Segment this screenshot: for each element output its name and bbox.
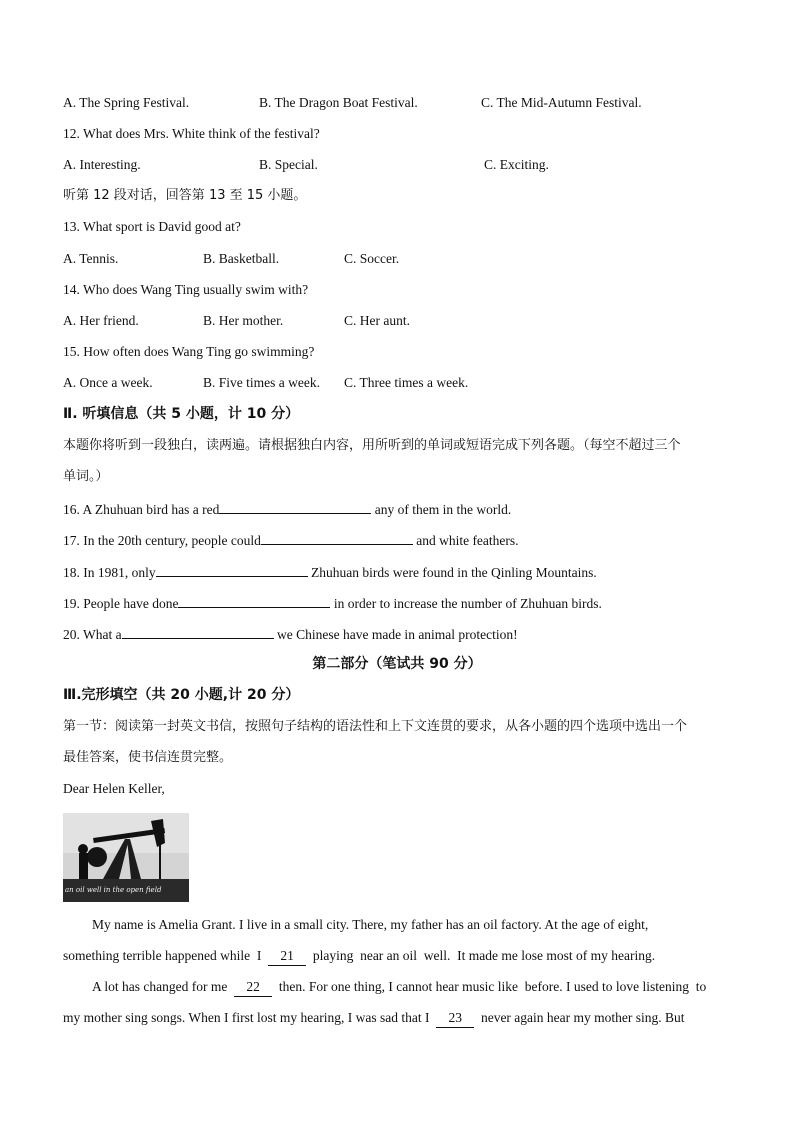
letter-text: my mother sing songs. When I first lost my hearing, I was sad that I (63, 1010, 437, 1025)
letter-text: playing near an oil well. It made me lose most of my hearing. (306, 948, 656, 963)
q11-option-c: C. The Mid-Autumn Festival. (481, 95, 642, 110)
q14-option-a: A. Her friend. (63, 313, 139, 328)
letter-text: then. For one thing, I cannot hear music like before. I used to love listening to (272, 979, 707, 994)
q13-option-c: C. Soccer. (344, 251, 400, 266)
q12-option-b: B. Special. (259, 157, 318, 172)
letter-paragraph-1-line1: My name is Amelia Grant. I live in a small city. There, my father has an oil factory. At the age of eight, (92, 917, 649, 932)
cloze-blank-21[interactable]: 21 (268, 947, 306, 966)
q15-option-b: B. Five times a week. (203, 375, 320, 390)
letter-text: never again hear my mother sing. But (474, 1010, 685, 1025)
answer-blank-20[interactable] (122, 624, 274, 639)
q15-stem: 15. How often does Wang Ting go swimming? (63, 344, 315, 359)
section-2-instruction-line1: 本题你将听到一段独白，读两遍。请根据独白内容，用所听到的单词或短语完成下列各题。（每空不超过三个 (63, 438, 681, 453)
q12-stem: 12. What does Mrs. White think of the festival? (63, 126, 320, 141)
letter-text: something terrible happened while I (63, 948, 269, 963)
section-2-heading: Ⅱ. 听填信息（共 5 小题，计 10 分） (63, 406, 300, 422)
fill-item-text: any of them in the world. (371, 502, 512, 517)
part-2-title: 第二部分（笔试共 90 分） (312, 656, 482, 672)
fill-item-text: 17. In the 20th century, people could (63, 533, 261, 548)
fill-item-text: Zhuhuan birds were found in the Qinling Mountains. (307, 565, 597, 580)
fill-item-text: 20. What a (63, 627, 122, 642)
fill-item-19 (63, 593, 602, 613)
fill-item-text: 16. A Zhuhuan bird has a red (63, 502, 220, 517)
q11-option-b: B. The Dragon Boat Festival. (259, 95, 418, 110)
fill-item-text: 19. People have done (63, 596, 179, 611)
letter-paragraph-1-line2 (63, 947, 655, 966)
q12-option-a: A. Interesting. (63, 157, 141, 172)
dialogue-12-instruction: 听第 12 段对话，回答第 13 至 15 小题。 (63, 188, 307, 203)
letter-paragraph-2-line1 (92, 978, 706, 997)
q15-option-c: C. Three times a week. (344, 375, 469, 390)
q13-option-b: B. Basketball. (203, 251, 280, 266)
section-2-instruction-line2: 单词。） (63, 469, 109, 484)
q15-option-a: A. Once a week. (63, 375, 153, 390)
q14-stem: 14. Who does Wang Ting usually swim with? (63, 282, 309, 297)
fill-item-17 (63, 530, 519, 550)
answer-blank-19[interactable] (178, 593, 330, 608)
fill-item-text: we Chinese have made in animal protection! (273, 627, 518, 642)
answer-blank-17[interactable] (261, 530, 413, 545)
section-3-instruction-line2: 最佳答案，使书信连贯完整。 (63, 750, 233, 765)
q11-option-a: A. The Spring Festival. (63, 95, 190, 110)
q14-option-b: B. Her mother. (203, 313, 284, 328)
section-3-instruction-line1: 第一节：阅读第一封英文书信，按照句子结构的语法性和上下文连贯的要求，从各小题的四个选项中选出一个 (63, 719, 688, 734)
q14-option-c: C. Her aunt. (344, 313, 410, 328)
letter-salutation: Dear Helen Keller, (63, 781, 165, 796)
answer-blank-16[interactable] (219, 499, 371, 514)
q13-option-a: A. Tennis. (63, 251, 119, 266)
fill-item-20 (63, 624, 518, 644)
q12-option-c: C. Exciting. (484, 157, 549, 172)
answer-blank-18[interactable] (156, 562, 308, 577)
cloze-blank-22[interactable]: 22 (234, 978, 272, 997)
fill-item-18 (63, 562, 597, 582)
q13-stem: 13. What sport is David good at? (63, 219, 241, 234)
photo-caption: an oil well in the open field (65, 886, 162, 894)
oil-well-photo (63, 813, 189, 902)
letter-text: A lot has changed for me (92, 979, 235, 994)
cloze-blank-23[interactable]: 23 (436, 1009, 474, 1028)
letter-paragraph-2-line2 (63, 1009, 685, 1028)
section-3-heading: Ⅲ.完形填空（共 20 小题,计 20 分） (63, 687, 300, 703)
fill-item-16 (63, 499, 511, 519)
fill-item-text: in order to increase the number of Zhuhuan birds. (330, 596, 602, 611)
fill-item-text: 18. In 1981, only (63, 565, 156, 580)
fill-item-text: and white feathers. (412, 533, 519, 548)
